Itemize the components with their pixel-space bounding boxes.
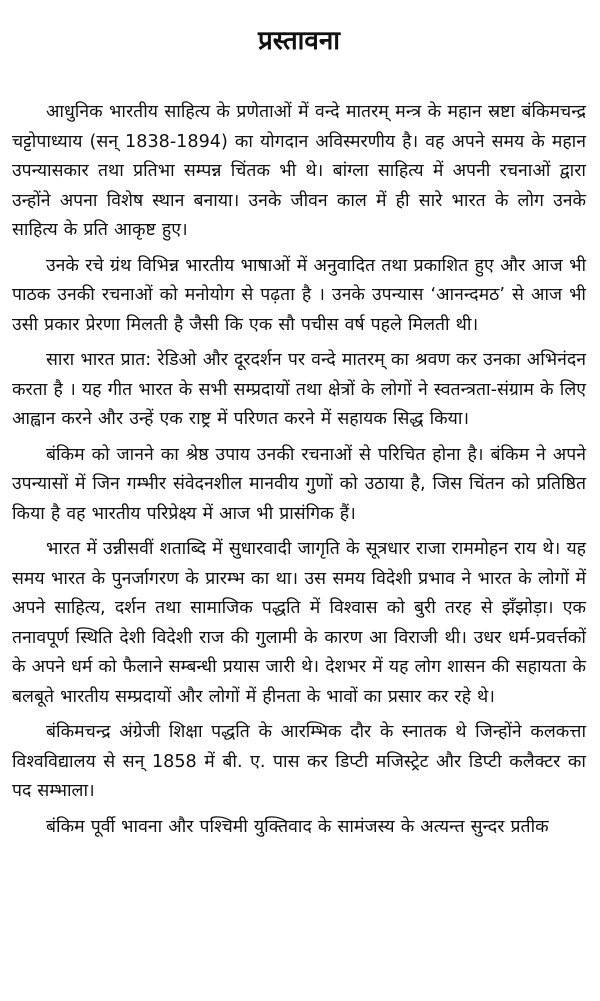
page-title: प्रस्तावना — [257, 26, 341, 56]
paragraph-translations: उनके रचे ग्रंथ विभिन्न भारतीय भाषाओं में अनुवादित तथा प्रकाशित हुए और आज भी पाठक उनकी रचनाओं को मनोयोग से पढ़ता है । उनके उपन्यास ‘आनन्दमठ’ से आज भी उसी प्रकार प्रेरणा मिलती है जैसी कि एक सौ पचीस वर्ष पहले मिलती थी। — [12, 255, 586, 335]
paragraph-intro: आधुनिक भारतीय साहित्य के प्रणेताओं में वन्दे मातरम् मन्त्र के महान स्रष्टा बंकिमचन्द्र चट्टोपाध्याय (सन् 1838-1894) का योगदान अविस्मरणीय है। वह अपने समय के महान उपन्यासकार तथा प्रतिभा सम्पन्न चिंतक भी थे। बांग्ला साहित्य में अपनी रचनाओं द्वारा उन्होंने अपना विशेष स्थान बनाया। उनके जीवन काल में ही सारे भारत के लोग उनके साहित्य के प्रति आकृष्ट हुए। — [12, 102, 586, 240]
paragraph-knowing-bankim: बंकिम को जानने का श्रेष्ठ उपाय उनकी रचनाओं से परिचित होना है। बंकिम ने अपने उपन्यासों में जिन गम्भीर संवेदनशील मानवीय गुणों को उठाया है, जिस चिंतन को प्रतिष्ठित किया है वह भारतीय परिप्रेक्ष्य में आज भी प्रासंगिक हैं। — [12, 444, 586, 524]
paragraph-closing: बंकिम पूर्वी भावना और पश्चिमी युक्तिवाद के सामंजस्य के अत्यन्त सुन्दर प्रतीक — [46, 816, 549, 837]
paragraph-renaissance: भारत में उन्नीसवीं शताब्दि में सुधारवादी जागृति के सूत्रधार राजा राममोहन राय थे। यह समय भारत के पुनर्जागरण के प्रारम्भ का था। उस समय विदेशी प्रभाव ने भारत के लोगों में अपने साहित्य, दर्शन तथा सामाजिक पद्धति में विश्वास को बुरी तरह से झँझोड़ा। एक तनावपूर्ण स्थिति देशी विदेशी राज की गुलामी के कारण आ विराजी थी। उधर धर्म-प्रवर्त्तकों के अपने धर्म को फैलाने सम्बन्धी प्रयास जारी थे। देशभर में यह लोग शासन की सहायता के बलबूते भारतीय सम्प्रदायों और लोगों में हीनता के भावों का प्रसार कर रहे थे। — [12, 539, 586, 707]
paragraph-education: बंकिमचन्द्र अंग्रेजी शिक्षा पद्धति के आरम्भिक दौर के स्नातक थे जिन्होंने कलकत्ता विश्वविद्यालय से सन् 1858 में बी. ए. पास कर डिप्टी मजिस्ट्रेट और डिप्टी कलैक्टर का पद सम्भाला। — [12, 722, 586, 801]
paragraph-vande-mataram: सारा भारत प्रात: रेडिओ और दूरदर्शन पर वन्दे मातरम् का श्रवण कर उनका अभिनंदन करता है । यह गीत भारत के सभी सम्प्रदायों तथा क्षेत्रों के लोगों ने स्वतन्त्रता-संग्राम के लिए आह्वान करने और उन्हें एक राष्ट्र में परिणत करने में सहायक सिद्ध किया। — [12, 350, 586, 429]
